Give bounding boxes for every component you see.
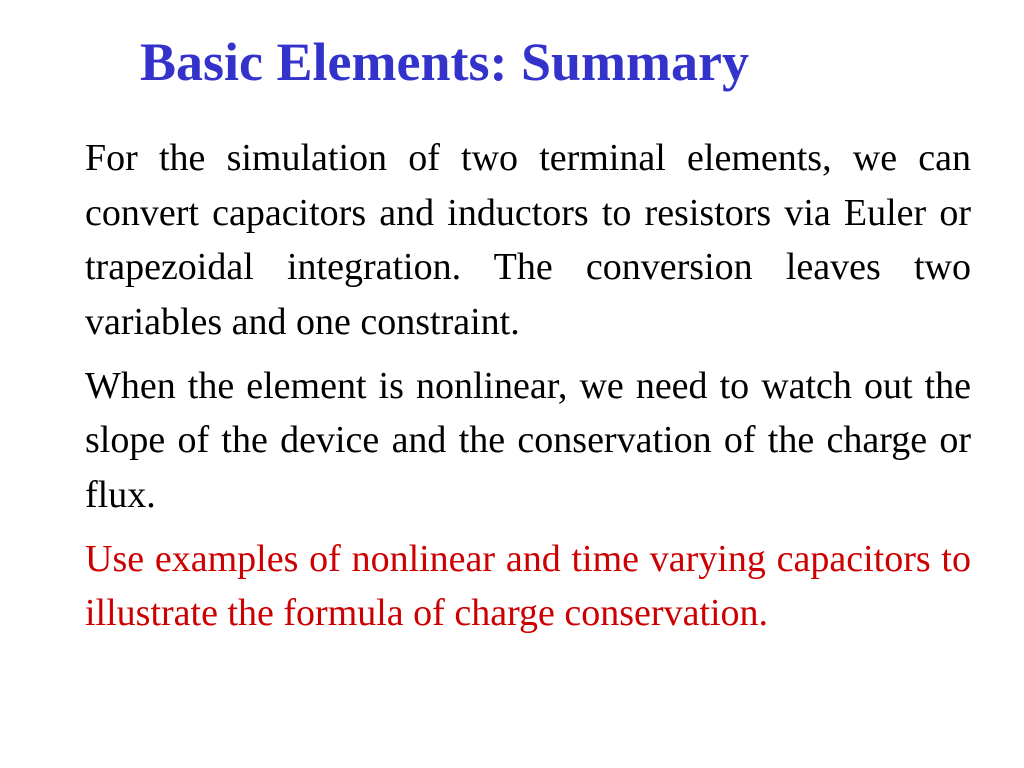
- slide-title: Basic Elements: Summary: [140, 32, 749, 92]
- paragraph-examples: Use examples of nonlinear and time varying capacitors to illustrate the formula of charge conservation.: [85, 537, 971, 634]
- paragraph-simulation: For the simulation of two terminal elements, we can convert capacitors and inductors to resistors via Euler or trapezoidal integration. The conversion leaves two variables and one constraint.: [85, 137, 971, 343]
- paragraph-nonlinear: When the element is nonlinear, we need to watch out the slope of the device and the conservation of the charge or flux.: [85, 364, 971, 516]
- slide-body: [85, 131, 971, 641]
